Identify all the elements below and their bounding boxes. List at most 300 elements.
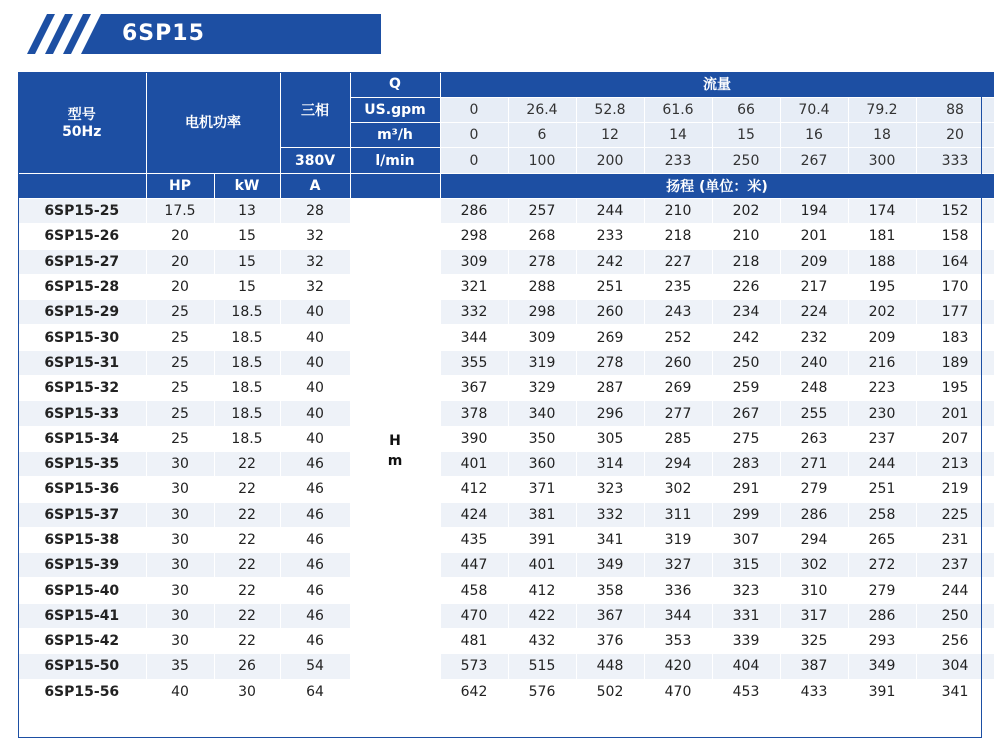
model-cell: 6SP15-34 (18, 426, 146, 451)
head-value-cell: 177 (916, 300, 994, 325)
three-phase-header: 三相 (280, 72, 350, 148)
amp-cell: 32 (280, 224, 350, 249)
amp-cell: 46 (280, 578, 350, 603)
amp-cell: 40 (280, 426, 350, 451)
table-row (18, 350, 994, 375)
head-value-cell: 286 (440, 198, 508, 223)
head-value-cell: 304 (916, 654, 994, 679)
head-value-cell: 387 (780, 654, 848, 679)
title-banner (19, 14, 381, 54)
voltage-header: 380V (280, 148, 350, 173)
head-value-cell: 309 (508, 325, 576, 350)
head-value-cell: 298 (508, 300, 576, 325)
head-header: 扬程 (单位：米) (440, 173, 994, 198)
table-row (18, 477, 994, 502)
head-value-cell: 195 (848, 274, 916, 299)
head-value-cell: 272 (848, 553, 916, 578)
hp-cell: 20 (146, 249, 214, 274)
flow-value: 267 (780, 148, 848, 173)
head-value-cell: 420 (644, 654, 712, 679)
model-cell: 6SP15-38 (18, 527, 146, 552)
hp-cell: 30 (146, 477, 214, 502)
kw-cell: 26 (214, 654, 280, 679)
kw-header: kW (214, 173, 280, 198)
kw-cell: 18.5 (214, 300, 280, 325)
table-row (18, 198, 994, 223)
head-value-cell: 381 (508, 502, 576, 527)
kw-cell: 22 (214, 477, 280, 502)
head-value-cell: 433 (780, 679, 848, 704)
amp-cell: 40 (280, 325, 350, 350)
head-value-cell: 235 (644, 274, 712, 299)
head-value-cell: 422 (508, 603, 576, 628)
head-value-cell: 225 (916, 502, 994, 527)
model-cell: 6SP15-42 (18, 629, 146, 654)
head-value-cell: 481 (440, 629, 508, 654)
kw-cell: 30 (214, 679, 280, 704)
hp-cell: 20 (146, 274, 214, 299)
flow-value: 0 (440, 97, 508, 122)
flow-value: 12 (576, 123, 644, 148)
hp-cell: 30 (146, 527, 214, 552)
kw-cell: 15 (214, 249, 280, 274)
head-value-cell: 344 (440, 325, 508, 350)
head-value-cell: 279 (780, 477, 848, 502)
hp-header: HP (146, 173, 214, 198)
head-value-cell: 341 (916, 679, 994, 704)
head-value-cell: 256 (916, 629, 994, 654)
flow-value: 200 (576, 148, 644, 173)
table-row (18, 274, 994, 299)
head-value-cell: 332 (440, 300, 508, 325)
head-value-cell: 244 (916, 578, 994, 603)
head-value-cell: 305 (576, 426, 644, 451)
head-value-cell: 323 (712, 578, 780, 603)
flow-value: 52.8 (576, 97, 644, 122)
flow-value: 79.2 (848, 97, 916, 122)
head-value-cell: 279 (848, 578, 916, 603)
head-value-cell: 390 (440, 426, 508, 451)
head-value-cell: 302 (780, 553, 848, 578)
model-cell: 6SP15-30 (18, 325, 146, 350)
head-value-cell: 201 (916, 401, 994, 426)
head-value-cell: 269 (644, 376, 712, 401)
decorative-slashes-icon (19, 14, 119, 54)
amp-header: A (280, 173, 350, 198)
head-value-cell: 327 (644, 553, 712, 578)
head-value-cell: 573 (440, 654, 508, 679)
head-value-cell: 255 (780, 401, 848, 426)
flow-value: 88 (916, 97, 994, 122)
head-value-cell: 310 (780, 578, 848, 603)
hm-unit-cell: H m (350, 198, 440, 704)
head-value-cell: 224 (780, 300, 848, 325)
model-cell: 6SP15-56 (18, 679, 146, 704)
head-value-cell: 424 (440, 502, 508, 527)
head-value-cell: 287 (576, 376, 644, 401)
model-header: 型号 50Hz (18, 72, 146, 173)
table-row (18, 325, 994, 350)
table-row (18, 679, 994, 704)
flow-value: 14 (644, 123, 712, 148)
head-value-cell: 174 (848, 198, 916, 223)
flow-value: 333 (916, 148, 994, 173)
table-row (18, 629, 994, 654)
kw-cell: 18.5 (214, 401, 280, 426)
head-value-cell: 278 (508, 249, 576, 274)
flow-value: 100 (508, 148, 576, 173)
amp-cell: 40 (280, 350, 350, 375)
head-value-cell: 378 (440, 401, 508, 426)
head-value-cell: 237 (916, 553, 994, 578)
head-value-cell: 470 (644, 679, 712, 704)
head-value-cell: 271 (780, 451, 848, 476)
model-cell: 6SP15-40 (18, 578, 146, 603)
head-value-cell: 458 (440, 578, 508, 603)
head-value-cell: 294 (644, 451, 712, 476)
head-value-cell: 194 (780, 198, 848, 223)
head-value-cell: 227 (644, 249, 712, 274)
spec-table (18, 72, 995, 705)
head-value-cell: 219 (916, 477, 994, 502)
kw-cell: 15 (214, 274, 280, 299)
table-row (18, 426, 994, 451)
head-value-cell: 412 (440, 477, 508, 502)
head-value-cell: 223 (848, 376, 916, 401)
model-cell: 6SP15-50 (18, 654, 146, 679)
head-value-cell: 248 (780, 376, 848, 401)
amp-cell: 32 (280, 274, 350, 299)
head-value-cell: 201 (780, 224, 848, 249)
head-value-cell: 432 (508, 629, 576, 654)
head-value-cell: 340 (508, 401, 576, 426)
amp-cell: 46 (280, 451, 350, 476)
unit-label: US.gpm (350, 97, 440, 122)
amp-cell: 40 (280, 401, 350, 426)
table-row (18, 401, 994, 426)
table-row (18, 527, 994, 552)
head-value-cell: 170 (916, 274, 994, 299)
head-value-cell: 323 (576, 477, 644, 502)
amp-cell: 46 (280, 603, 350, 628)
head-value-cell: 401 (508, 553, 576, 578)
hp-cell: 17.5 (146, 198, 214, 223)
table-row (18, 603, 994, 628)
head-value-cell: 286 (780, 502, 848, 527)
motor-power-header: 电机功率 (146, 72, 280, 173)
head-value-cell: 315 (712, 553, 780, 578)
head-value-cell: 268 (508, 224, 576, 249)
head-value-cell: 283 (712, 451, 780, 476)
head-value-cell: 376 (576, 629, 644, 654)
head-value-cell: 188 (848, 249, 916, 274)
flow-value: 0 (440, 123, 508, 148)
head-value-cell: 642 (440, 679, 508, 704)
head-value-cell: 267 (712, 401, 780, 426)
head-value-cell: 336 (644, 578, 712, 603)
hp-cell: 30 (146, 578, 214, 603)
amp-cell: 46 (280, 553, 350, 578)
head-value-cell: 209 (848, 325, 916, 350)
head-value-cell: 195 (916, 376, 994, 401)
head-value-cell: 244 (848, 451, 916, 476)
head-value-cell: 269 (576, 325, 644, 350)
head-value-cell: 278 (576, 350, 644, 375)
hp-cell: 25 (146, 325, 214, 350)
hp-cell: 25 (146, 300, 214, 325)
head-value-cell: 319 (644, 527, 712, 552)
blank-header (350, 173, 440, 198)
unit-label: m³/h (350, 123, 440, 148)
head-value-cell: 341 (576, 527, 644, 552)
head-value-cell: 183 (916, 325, 994, 350)
head-value-cell: 152 (916, 198, 994, 223)
head-value-cell: 293 (848, 629, 916, 654)
head-value-cell: 296 (576, 401, 644, 426)
head-value-cell: 243 (644, 300, 712, 325)
head-value-cell: 250 (916, 603, 994, 628)
flow-value: 70.4 (780, 97, 848, 122)
head-value-cell: 207 (916, 426, 994, 451)
head-value-cell: 213 (916, 451, 994, 476)
head-value-cell: 307 (712, 527, 780, 552)
hp-cell: 25 (146, 401, 214, 426)
head-value-cell: 349 (576, 553, 644, 578)
table-row (18, 249, 994, 274)
flow-value: 26.4 (508, 97, 576, 122)
hp-cell: 25 (146, 426, 214, 451)
head-value-cell: 367 (440, 376, 508, 401)
amp-cell: 32 (280, 249, 350, 274)
head-value-cell: 412 (508, 578, 576, 603)
head-value-cell: 355 (440, 350, 508, 375)
hp-cell: 25 (146, 376, 214, 401)
head-value-cell: 250 (712, 350, 780, 375)
head-value-cell: 202 (712, 198, 780, 223)
head-value-cell: 371 (508, 477, 576, 502)
head-value-cell: 218 (644, 224, 712, 249)
hp-cell: 25 (146, 350, 214, 375)
amp-cell: 64 (280, 679, 350, 704)
amp-cell: 28 (280, 198, 350, 223)
kw-cell: 22 (214, 553, 280, 578)
table-row (18, 300, 994, 325)
hp-cell: 30 (146, 629, 214, 654)
head-value-cell: 404 (712, 654, 780, 679)
head-value-cell: 453 (712, 679, 780, 704)
kw-cell: 18.5 (214, 325, 280, 350)
head-value-cell: 233 (576, 224, 644, 249)
head-value-cell: 244 (576, 198, 644, 223)
head-value-cell: 367 (576, 603, 644, 628)
hp-cell: 30 (146, 451, 214, 476)
amp-cell: 46 (280, 477, 350, 502)
head-value-cell: 319 (508, 350, 576, 375)
head-value-cell: 576 (508, 679, 576, 704)
head-value-cell: 202 (848, 300, 916, 325)
head-value-cell: 231 (916, 527, 994, 552)
table-row (18, 654, 994, 679)
flow-value: 250 (712, 148, 780, 173)
head-value-cell: 447 (440, 553, 508, 578)
flow-value: 16 (780, 123, 848, 148)
head-value-cell: 288 (508, 274, 576, 299)
model-cell: 6SP15-35 (18, 451, 146, 476)
head-value-cell: 302 (644, 477, 712, 502)
head-value-cell: 226 (712, 274, 780, 299)
head-value-cell: 234 (712, 300, 780, 325)
head-value-cell: 240 (780, 350, 848, 375)
head-value-cell: 358 (576, 578, 644, 603)
head-value-cell: 331 (712, 603, 780, 628)
table-row (18, 451, 994, 476)
model-cell: 6SP15-33 (18, 401, 146, 426)
flow-value: 300 (848, 148, 916, 173)
head-value-cell: 277 (644, 401, 712, 426)
amp-cell: 40 (280, 300, 350, 325)
kw-cell: 18.5 (214, 376, 280, 401)
head-value-cell: 251 (848, 477, 916, 502)
head-value-cell: 325 (780, 629, 848, 654)
head-value-cell: 448 (576, 654, 644, 679)
head-value-cell: 317 (780, 603, 848, 628)
head-value-cell: 260 (576, 300, 644, 325)
model-cell: 6SP15-29 (18, 300, 146, 325)
head-value-cell: 230 (848, 401, 916, 426)
hp-cell: 30 (146, 553, 214, 578)
head-value-cell: 275 (712, 426, 780, 451)
table-row (18, 502, 994, 527)
kw-cell: 18.5 (214, 350, 280, 375)
hp-cell: 30 (146, 502, 214, 527)
flow-value: 233 (644, 148, 712, 173)
head-value-cell: 344 (644, 603, 712, 628)
table-row (18, 553, 994, 578)
kw-cell: 22 (214, 578, 280, 603)
amp-cell: 40 (280, 376, 350, 401)
head-value-cell: 502 (576, 679, 644, 704)
kw-cell: 13 (214, 198, 280, 223)
unit-label: l/min (350, 148, 440, 173)
flow-value: 0 (440, 148, 508, 173)
head-value-cell: 251 (576, 274, 644, 299)
model-cell: 6SP15-37 (18, 502, 146, 527)
head-value-cell: 298 (440, 224, 508, 249)
amp-cell: 46 (280, 527, 350, 552)
head-value-cell: 360 (508, 451, 576, 476)
model-cell: 6SP15-26 (18, 224, 146, 249)
head-value-cell: 232 (780, 325, 848, 350)
head-value-cell: 309 (440, 249, 508, 274)
head-value-cell: 294 (780, 527, 848, 552)
head-value-cell: 210 (712, 224, 780, 249)
q-header: Q (350, 72, 440, 97)
head-value-cell: 332 (576, 502, 644, 527)
flow-value: 15 (712, 123, 780, 148)
head-value-cell: 181 (848, 224, 916, 249)
flow-value: 6 (508, 123, 576, 148)
head-value-cell: 350 (508, 426, 576, 451)
table-row (18, 376, 994, 401)
head-value-cell: 260 (644, 350, 712, 375)
head-value-cell: 164 (916, 249, 994, 274)
head-value-cell: 291 (712, 477, 780, 502)
head-value-cell: 401 (440, 451, 508, 476)
amp-cell: 46 (280, 502, 350, 527)
head-value-cell: 311 (644, 502, 712, 527)
kw-cell: 22 (214, 451, 280, 476)
head-value-cell: 217 (780, 274, 848, 299)
head-value-cell: 299 (712, 502, 780, 527)
head-value-cell: 258 (848, 502, 916, 527)
head-value-cell: 263 (780, 426, 848, 451)
head-value-cell: 435 (440, 527, 508, 552)
head-value-cell: 210 (644, 198, 712, 223)
hp-cell: 30 (146, 603, 214, 628)
model-cell: 6SP15-31 (18, 350, 146, 375)
model-cell: 6SP15-39 (18, 553, 146, 578)
model-cell: 6SP15-25 (18, 198, 146, 223)
head-value-cell: 349 (848, 654, 916, 679)
head-value-cell: 329 (508, 376, 576, 401)
head-value-cell: 314 (576, 451, 644, 476)
flow-value: 20 (916, 123, 994, 148)
hp-cell: 35 (146, 654, 214, 679)
model-cell: 6SP15-36 (18, 477, 146, 502)
kw-cell: 22 (214, 603, 280, 628)
head-value-cell: 242 (712, 325, 780, 350)
head-value-cell: 265 (848, 527, 916, 552)
kw-cell: 22 (214, 527, 280, 552)
head-value-cell: 515 (508, 654, 576, 679)
table-row (18, 578, 994, 603)
head-value-cell: 285 (644, 426, 712, 451)
model-cell: 6SP15-28 (18, 274, 146, 299)
amp-cell: 46 (280, 629, 350, 654)
head-value-cell: 286 (848, 603, 916, 628)
flow-value: 18 (848, 123, 916, 148)
kw-cell: 15 (214, 224, 280, 249)
kw-cell: 18.5 (214, 426, 280, 451)
head-value-cell: 216 (848, 350, 916, 375)
model-cell: 6SP15-32 (18, 376, 146, 401)
head-value-cell: 470 (440, 603, 508, 628)
head-value-cell: 391 (848, 679, 916, 704)
model-cell: 6SP15-41 (18, 603, 146, 628)
flow-value: 61.6 (644, 97, 712, 122)
head-value-cell: 321 (440, 274, 508, 299)
hp-cell: 40 (146, 679, 214, 704)
hp-cell: 20 (146, 224, 214, 249)
head-value-cell: 391 (508, 527, 576, 552)
kw-cell: 22 (214, 502, 280, 527)
head-value-cell: 237 (848, 426, 916, 451)
head-value-cell: 259 (712, 376, 780, 401)
flow-header: 流量 (440, 72, 994, 97)
flow-value: 66 (712, 97, 780, 122)
kw-cell: 22 (214, 629, 280, 654)
head-value-cell: 252 (644, 325, 712, 350)
model-cell: 6SP15-27 (18, 249, 146, 274)
head-value-cell: 189 (916, 350, 994, 375)
table-row (18, 224, 994, 249)
amp-cell: 54 (280, 654, 350, 679)
head-value-cell: 353 (644, 629, 712, 654)
page-title: 6SP15 (122, 21, 205, 46)
head-value-cell: 339 (712, 629, 780, 654)
head-value-cell: 242 (576, 249, 644, 274)
head-value-cell: 209 (780, 249, 848, 274)
